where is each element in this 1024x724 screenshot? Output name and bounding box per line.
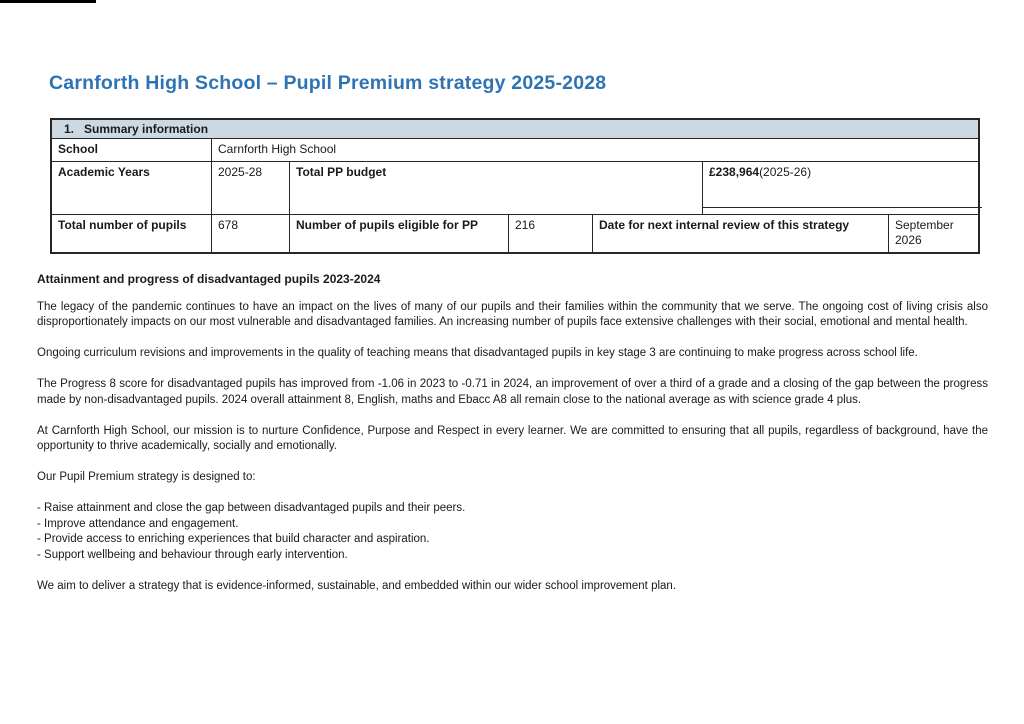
body-paragraph-mission: At Carnforth High School, our mission is to nurture Confidence, Purpose and Respect in every learner. We are committed to ensuring that all pupils, regardless of background, have the opportunity to thrive academically, socially and emotionally. [37, 424, 988, 452]
body-paragraph-pandemic: The legacy of the pandemic continues to have an impact on the lives of many of our pupils and their families within the community that we serve. The ongoing cost of living crisis also disproportionately impacts on our most vulnerable and disadvantaged families. An increasing number of pupils face extensive challenges with their social, emotional and mental health. [37, 300, 988, 328]
page-corner-mark [0, 0, 96, 3]
strategy-intro: Our Pupil Premium strategy is designed to: [37, 471, 256, 483]
pp-budget-label-cell: Total PP budget [290, 162, 703, 214]
body-text [37, 272, 988, 610]
table-header-number: 1. [64, 122, 75, 136]
pp-budget-amount: £238,964 [709, 165, 760, 179]
total-pupils-value-cell: 678 [212, 215, 290, 252]
summary-table-header [52, 120, 978, 139]
table-row-pupil-numbers [52, 215, 978, 252]
total-pupils-label-cell: Total number of pupils [52, 215, 212, 252]
academic-years-label-cell: Academic Years [52, 162, 212, 214]
body-paragraph-progress8: The Progress 8 score for disadvantaged pupils has improved from -1.06 in 2023 to -0.71 in 2024, an improvement of over a third of a grade and a closing of the gap between the progress made by non-disadvantaged pupils. 2024 overall attainment 8, English, maths and Ebacc A8 all remain close to the national average as with science grade 4 plus. [37, 378, 988, 406]
academic-years-value-cell: 2025-28 [212, 162, 290, 214]
school-label-cell: School [52, 139, 212, 161]
strategy-point-enrichment: - Provide access to enriching experiences that build character and aspiration. [37, 533, 430, 545]
strategy-point-wellbeing: - Support wellbeing and behaviour through early intervention. [37, 548, 348, 561]
school-value-cell: Carnforth High School [218, 142, 337, 156]
attainment-heading: Attainment and progress of disadvantaged pupils 2023-2024 [37, 272, 381, 286]
review-date-label-cell: Date for next internal review of this strategy [593, 215, 889, 252]
strategy-points [37, 501, 988, 563]
pp-budget-value-cell [703, 162, 982, 214]
closing-paragraph: We aim to deliver a strategy that is evidence-informed, sustainable, and embedded within our wider school improvement plan. [37, 579, 677, 592]
pp-budget-period: (2025-26) [759, 165, 812, 179]
table-row-school [52, 139, 978, 162]
eligible-pp-label-cell: Number of pupils eligible for PP [290, 215, 509, 252]
table-row-academic-years [52, 162, 978, 215]
table-header-label: Summary information [84, 122, 209, 136]
review-date-value-cell: September 2026 [895, 218, 954, 247]
body-paragraph-curriculum: Ongoing curriculum revisions and improvements in the quality of teaching means that disadvantaged pupils in key stage 3 are continuing to make progress across school life. [37, 347, 918, 359]
eligible-pp-value-cell: 216 [509, 215, 593, 252]
page-title: Carnforth High School – Pupil Premium strategy 2025-2028 [49, 72, 607, 94]
pp-budget-value [703, 162, 982, 208]
summary-table [50, 118, 980, 254]
strategy-point-attendance: - Improve attendance and engagement. [37, 517, 239, 530]
strategy-point-attainment: - Raise attainment and close the gap between disadvantaged pupils and their peers. [37, 502, 466, 514]
